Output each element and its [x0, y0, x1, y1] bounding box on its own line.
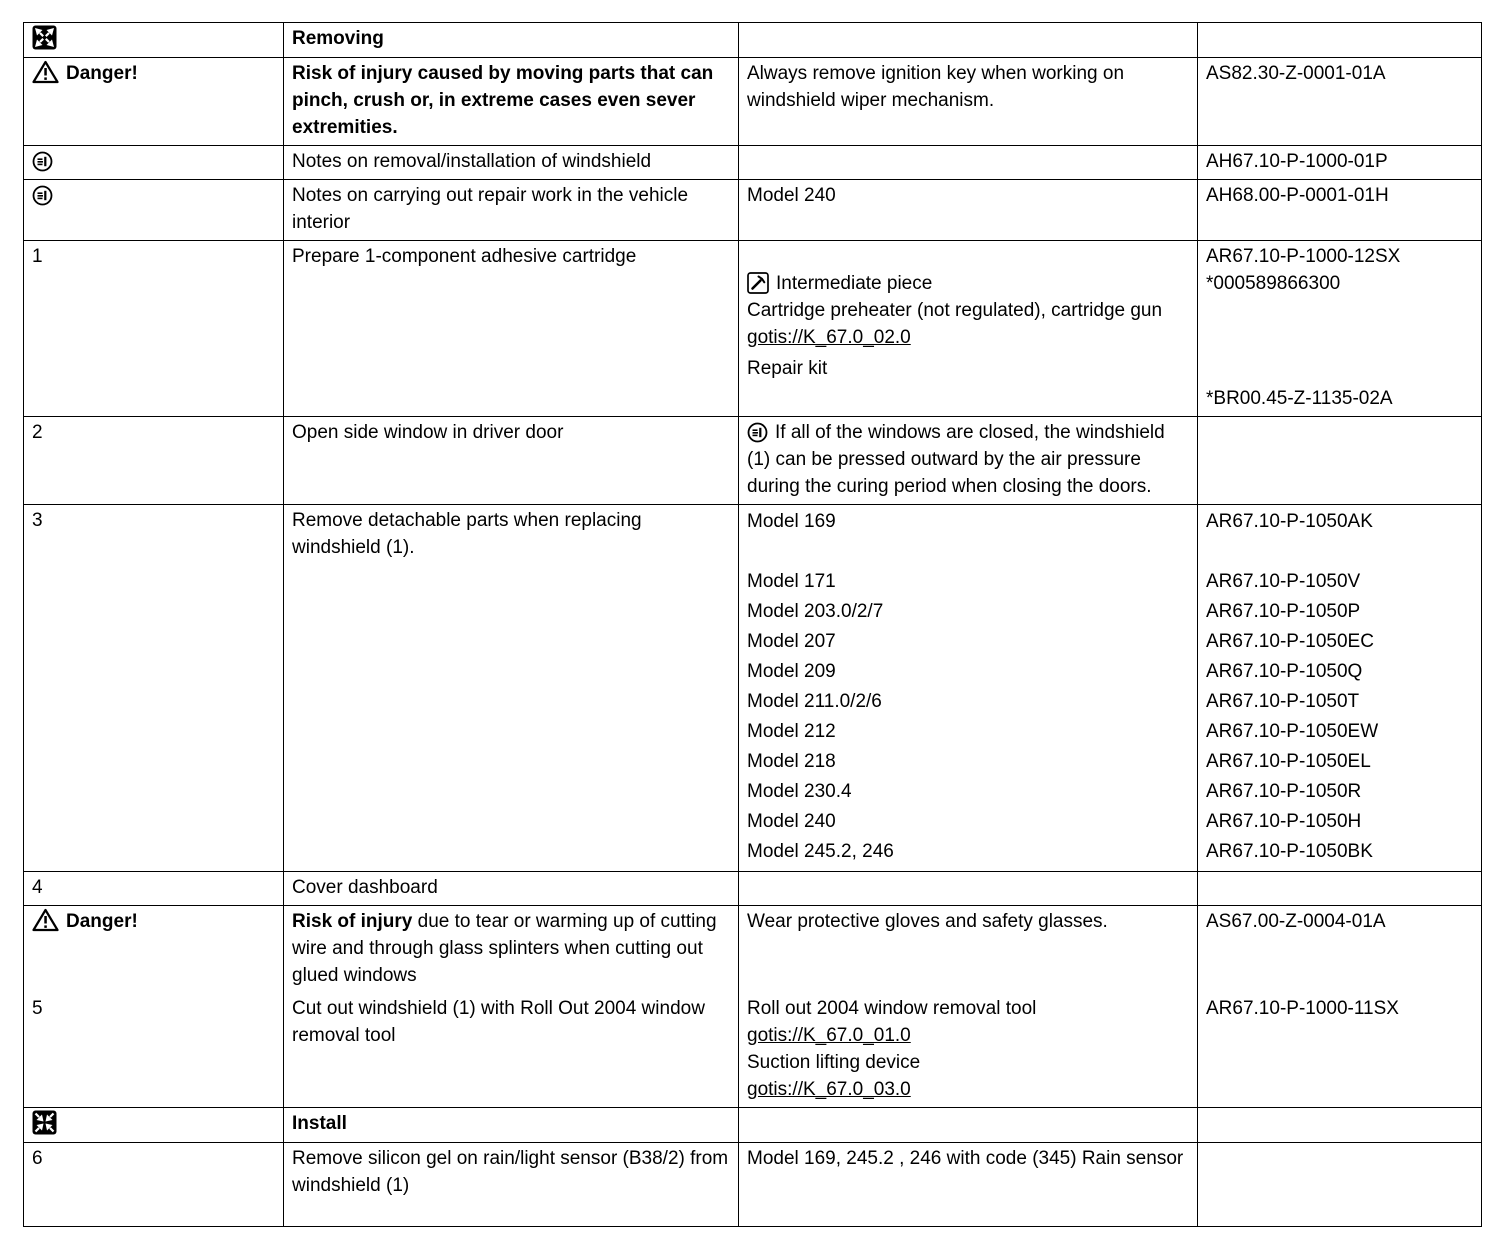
cell-step: [24, 58, 284, 146]
note-icon: [747, 419, 768, 446]
list-line: AR67.10-P-1050H: [1206, 811, 1362, 832]
list-line: Model 207: [747, 631, 836, 652]
cell-note: [739, 505, 1198, 872]
cell-step: [24, 872, 284, 906]
cell-operation: [284, 241, 739, 417]
cell-text: Notes on carrying out repair work in the vehicle interior: [292, 185, 689, 233]
cell-text: due to tear or warming up of cutting wire and through glass splinters when cutting out glued windows: [292, 911, 717, 986]
list-line: AR67.10-P-1050P: [1206, 601, 1361, 622]
cell-text: AS82.30-Z-0001-01A: [1206, 63, 1386, 84]
list-line: Model 212: [747, 721, 836, 742]
cell-step: [24, 1108, 284, 1143]
cell-operation: [284, 872, 739, 906]
danger-icon: [32, 60, 59, 87]
cell-document: [1198, 58, 1482, 146]
cell-text: Cartridge preheater (not regulated), cartridge gun: [747, 300, 1163, 321]
cell-step: [24, 417, 284, 505]
cell-step: [24, 23, 284, 58]
cell-note: [739, 241, 1198, 417]
cell-text: AH68.00-P-0001-01H: [1206, 185, 1389, 206]
cell-document: [1198, 505, 1482, 872]
cell-text: Notes on removal/installation of windshield: [292, 151, 652, 172]
list-line: AR67.10-P-1050R: [1206, 781, 1362, 802]
cell-text: Suction lifting device: [747, 1052, 921, 1073]
cell-text: Removing: [292, 28, 384, 49]
cell-operation: [284, 505, 739, 872]
table-row: [24, 1108, 1482, 1143]
table-row: [24, 241, 1482, 417]
cell-text: Model 169, 245.2 , 246 with code (345) Rain sensor: [747, 1148, 1184, 1169]
table-row: [24, 1143, 1482, 1227]
cell-text: Model 240: [747, 185, 836, 206]
table-row: [24, 993, 1482, 1108]
table-row: [24, 146, 1482, 180]
cell-operation: [284, 146, 739, 180]
table-row: [24, 417, 1482, 505]
list-line: Model 245.2, 246: [747, 841, 894, 862]
cell-step: [24, 180, 284, 241]
gotis-link[interactable]: gotis://K_67.0_02.0: [747, 327, 911, 348]
table-row: [24, 872, 1482, 906]
cell-text: Cut out windshield (1) with Roll Out 2004 window removal tool: [292, 998, 705, 1046]
removing-icon: [32, 25, 57, 53]
cell-operation: [284, 1108, 739, 1143]
cell-document: [1198, 146, 1482, 180]
cell-text: AS67.00-Z-0004-01A: [1206, 911, 1386, 932]
cell-note: [739, 417, 1198, 505]
cell-note: [739, 23, 1198, 58]
install-icon: [32, 1110, 57, 1138]
list-line: AR67.10-P-1050T: [1206, 691, 1360, 712]
cell-text: Danger!: [66, 63, 138, 84]
cell-note: [739, 146, 1198, 180]
cell-document: [1198, 417, 1482, 505]
cell-document: [1198, 241, 1482, 417]
cell-operation: [284, 417, 739, 505]
cell-step: [24, 241, 284, 417]
cell-text: AH67.10-P-1000-01P: [1206, 151, 1388, 172]
cell-text: Install: [292, 1113, 347, 1134]
cell-text: AR67.10-P-1000-11SX: [1206, 998, 1399, 1019]
blank-line: [1206, 537, 1473, 567]
list-line: Model 203.0/2/7: [747, 601, 884, 622]
cell-text: *BR00.45-Z-1135-02A: [1206, 388, 1393, 409]
cell-text: If all of the windows are closed, the windshield (1) can be pressed outward by the air pressure during the curing period when closing the doors.: [747, 422, 1165, 497]
list-line: Model 218: [747, 751, 836, 772]
cell-text: Risk of injury: [292, 911, 413, 932]
cell-text: 5: [32, 998, 43, 1019]
cell-step: [24, 505, 284, 872]
cell-document: [1198, 906, 1482, 994]
cell-note: [739, 1108, 1198, 1143]
cell-text: 1: [32, 246, 43, 267]
list-line: AR67.10-P-1050EL: [1206, 751, 1371, 772]
cell-document: [1198, 23, 1482, 58]
cell-note: [739, 872, 1198, 906]
cell-operation: [284, 58, 739, 146]
cell-operation: [284, 906, 739, 994]
list-line: Model 169: [747, 511, 836, 532]
service-procedure-table: [23, 22, 1482, 1227]
cell-step: [24, 993, 284, 1108]
danger-icon: [32, 908, 59, 935]
list-line: Model 211.0/2/6: [747, 691, 882, 712]
note-icon: [32, 148, 53, 175]
cell-note: [739, 1143, 1198, 1227]
cell-note: [739, 180, 1198, 241]
gotis-link[interactable]: gotis://K_67.0_01.0: [747, 1025, 911, 1046]
note-icon: [32, 182, 53, 209]
cell-text: 2: [32, 422, 43, 443]
table-row: [24, 23, 1482, 58]
cell-text: Prepare 1-component adhesive cartridge: [292, 246, 637, 267]
cell-step: [24, 906, 284, 994]
cell-text: Danger!: [66, 911, 138, 932]
list-line: AR67.10-P-1050EW: [1206, 721, 1379, 742]
list-line: Model 240: [747, 811, 836, 832]
cell-text: Repair kit: [747, 358, 828, 379]
cell-document: [1198, 180, 1482, 241]
cell-text: *000589866300: [1206, 273, 1341, 294]
cell-text: Remove detachable parts when replacing windshield (1).: [292, 510, 642, 558]
cell-step: [24, 146, 284, 180]
table-body: [24, 23, 1482, 1227]
list-line: AR67.10-P-1050AK: [1206, 511, 1373, 532]
cell-text: AR67.10-P-1000-12SX: [1206, 246, 1401, 267]
list-line: AR67.10-P-1050V: [1206, 571, 1361, 592]
cell-text: Always remove ignition key when working on windshield wiper mechanism.: [747, 63, 1125, 111]
cell-document: [1198, 1143, 1482, 1227]
cell-text: Cover dashboard: [292, 877, 438, 898]
cell-operation: [284, 1143, 739, 1227]
cell-operation: [284, 993, 739, 1108]
table-row: [24, 58, 1482, 146]
gotis-link[interactable]: gotis://K_67.0_03.0: [747, 1079, 911, 1100]
cell-note: [739, 906, 1198, 994]
cell-text: Open side window in driver door: [292, 422, 564, 443]
list-line: AR67.10-P-1050EC: [1206, 631, 1374, 652]
table-row: [24, 505, 1482, 872]
list-line: Model 171: [747, 571, 836, 592]
cell-document: [1198, 872, 1482, 906]
blank-line: [747, 243, 1189, 270]
list-line: AR67.10-P-1050Q: [1206, 661, 1363, 682]
cell-operation: [284, 180, 739, 241]
cell-operation: [284, 23, 739, 58]
cell-text: 3: [32, 510, 43, 531]
list-line: AR67.10-P-1050BK: [1206, 841, 1373, 862]
table-row: [24, 906, 1482, 994]
cell-note: [739, 993, 1198, 1108]
cell-text: Remove silicon gel on rain/light sensor (B38/2) from windshield (1): [292, 1148, 729, 1196]
list-line: Model 209: [747, 661, 836, 682]
cell-document: [1198, 1108, 1482, 1143]
blank-line: [747, 537, 1189, 567]
table-row: [24, 180, 1482, 241]
cell-document: [1198, 993, 1482, 1108]
cell-note: [739, 58, 1198, 146]
cell-text: Roll out 2004 window removal tool: [747, 998, 1037, 1019]
cell-step: [24, 1143, 284, 1227]
list-line: Model 230.4: [747, 781, 852, 802]
tool-icon: [747, 270, 769, 297]
cell-text: Intermediate piece: [776, 273, 933, 294]
cell-text: Wear protective gloves and safety glasses.: [747, 911, 1108, 932]
cell-text: 4: [32, 877, 43, 898]
cell-text: Risk of injury caused by moving parts that can pinch, crush or, in extreme cases even sever extremities.: [292, 63, 714, 138]
cell-text: 6: [32, 1148, 43, 1169]
